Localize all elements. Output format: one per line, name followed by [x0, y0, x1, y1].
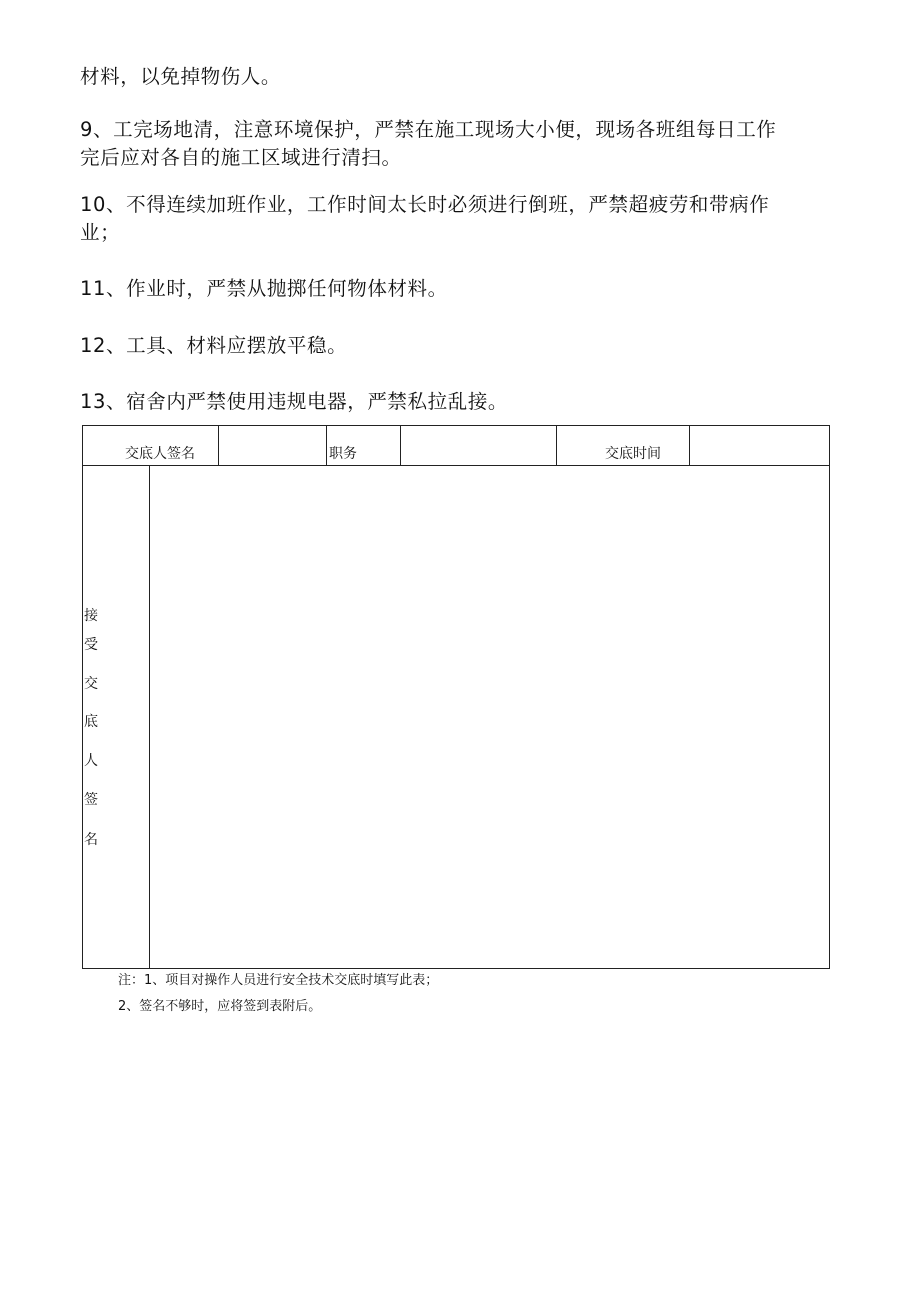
header-divider-1 [218, 425, 219, 465]
label-char: 名 [84, 832, 98, 848]
paragraph-item-9-line1: 9、工完场地清，注意环境保护，严禁在施工现场大小便，现场各班组每日工作 [80, 118, 777, 141]
position-field[interactable] [402, 427, 554, 463]
label-char: 签 [84, 792, 98, 808]
position-label: 职务 [329, 446, 357, 462]
label-char: 人 [84, 753, 98, 769]
discloser-signature-field[interactable] [220, 427, 324, 463]
paragraph-item-10-line2: 业； [80, 221, 121, 244]
header-divider-4 [556, 425, 557, 465]
header-divider-5 [689, 425, 690, 465]
table-border-bottom [82, 968, 830, 969]
header-divider-2 [326, 425, 327, 465]
table-border-right [829, 425, 830, 969]
header-divider-3 [400, 425, 401, 465]
table-border-top [82, 425, 830, 426]
note-2: 2、签名不够时，应将签到表附后。 [118, 999, 322, 1014]
table-border-left [82, 425, 83, 969]
paragraph-item-10-line1: 10、不得连续加班作业，工作时间太长时必须进行倒班，严禁超疲劳和带病作 [80, 193, 770, 216]
label-char: 接 [84, 608, 98, 624]
label-char: 底 [84, 714, 98, 730]
paragraph-item-12: 12、工具、材料应摆放平稳。 [80, 334, 348, 357]
body-divider [149, 465, 150, 969]
label-char: 交 [84, 676, 98, 692]
discloser-signature-label: 交底人签名 [125, 446, 195, 462]
paragraph-continuation: 材料，以免掉物伤人。 [80, 65, 282, 88]
label-char: 受 [84, 637, 98, 653]
paragraph-item-13: 13、宿舍内严禁使用违规电器，严禁私拉乱接。 [80, 390, 509, 413]
note-1: 注：1、项目对操作人员进行安全技术交底时填写此表； [118, 973, 439, 988]
table-header-divider [82, 465, 830, 466]
disclosure-time-field[interactable] [691, 427, 827, 463]
paragraph-item-9-line2: 完后应对各自的施工区域进行清扫。 [80, 146, 402, 169]
disclosure-time-label: 交底时间 [605, 446, 661, 462]
paragraph-item-11: 11、作业时，严禁从抛掷任何物体材料。 [80, 277, 448, 300]
recipients-signature-area[interactable] [151, 467, 827, 967]
